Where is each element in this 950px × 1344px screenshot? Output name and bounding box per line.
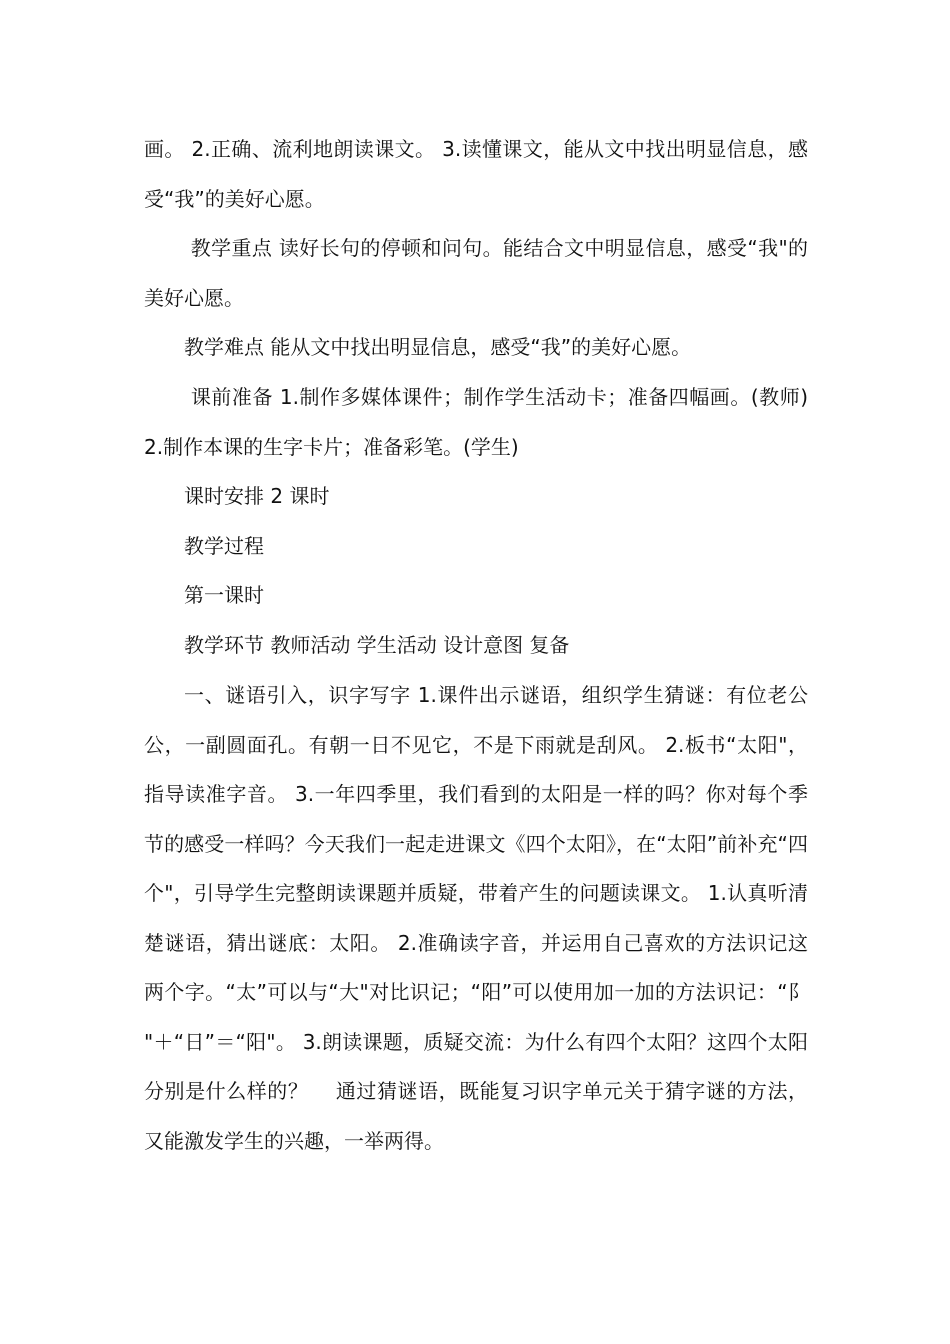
paragraph-process-heading: 教学过程 [184,534,264,558]
paragraph-preparation: 课前准备 1.制作多媒体课件；制作学生活动卡；准备四幅画。(教师) 2.制作本课的生字卡片；准备彩笔。(学生) [144,385,815,459]
paragraph-objectives-cont: 画。 2.正确、流利地朗读课文。 3.读懂课文，能从文中找出明显信息，感受“我”的美好心愿。 [144,137,808,211]
paragraph-first-lesson: 第一课时 [184,583,264,607]
paragraph-table-header: 教学环节 教师活动 学生活动 设计意图 复备 [184,633,570,657]
paragraph-key-points: 教学重点 读好长句的停顿和问句。能结合文中明显信息，感受“我"的美好心愿。 [144,236,809,310]
paragraph-riddle-section: 一、谜语引入，识字写字 1.课件出示谜语，组织学生猜谜：有位老公公，一副圆面孔。有朝一日不见它，不是下雨就是刮风。 2.板书“太阳"，指导读准字音。 3.一年四季里，我们看到的太阳是一样的吗？你对每个季节的感受一样吗？今天我们一起走进课文《四个太阳》，在“太阳”前补充“四个"，引导学生完整朗读课题并质疑，带着产生的问题读课文。 1.认真听清楚谜语，猜出谜底：太阳。 2.准确读字音，并运用自己喜欢的方法识记这两个字。“太”可以与“大"对比识记；“阳”可以使用加一加的方法识记：“阝 "＋“日”＝“阳"。 3.朗读课题，质疑交流：为什么有四个太阳？这四个太阳分别是什么样的？ 通过猜谜语，既能复习识字单元关于猜字谜的方法，又能激发学生的兴趣，一举两得。 [144,683,815,1153]
paragraph-schedule: 课时安排 2 课时 [184,484,330,508]
paragraph-difficulties: 教学难点 能从文中找出明显信息，感受“我”的美好心愿。 [184,335,692,359]
